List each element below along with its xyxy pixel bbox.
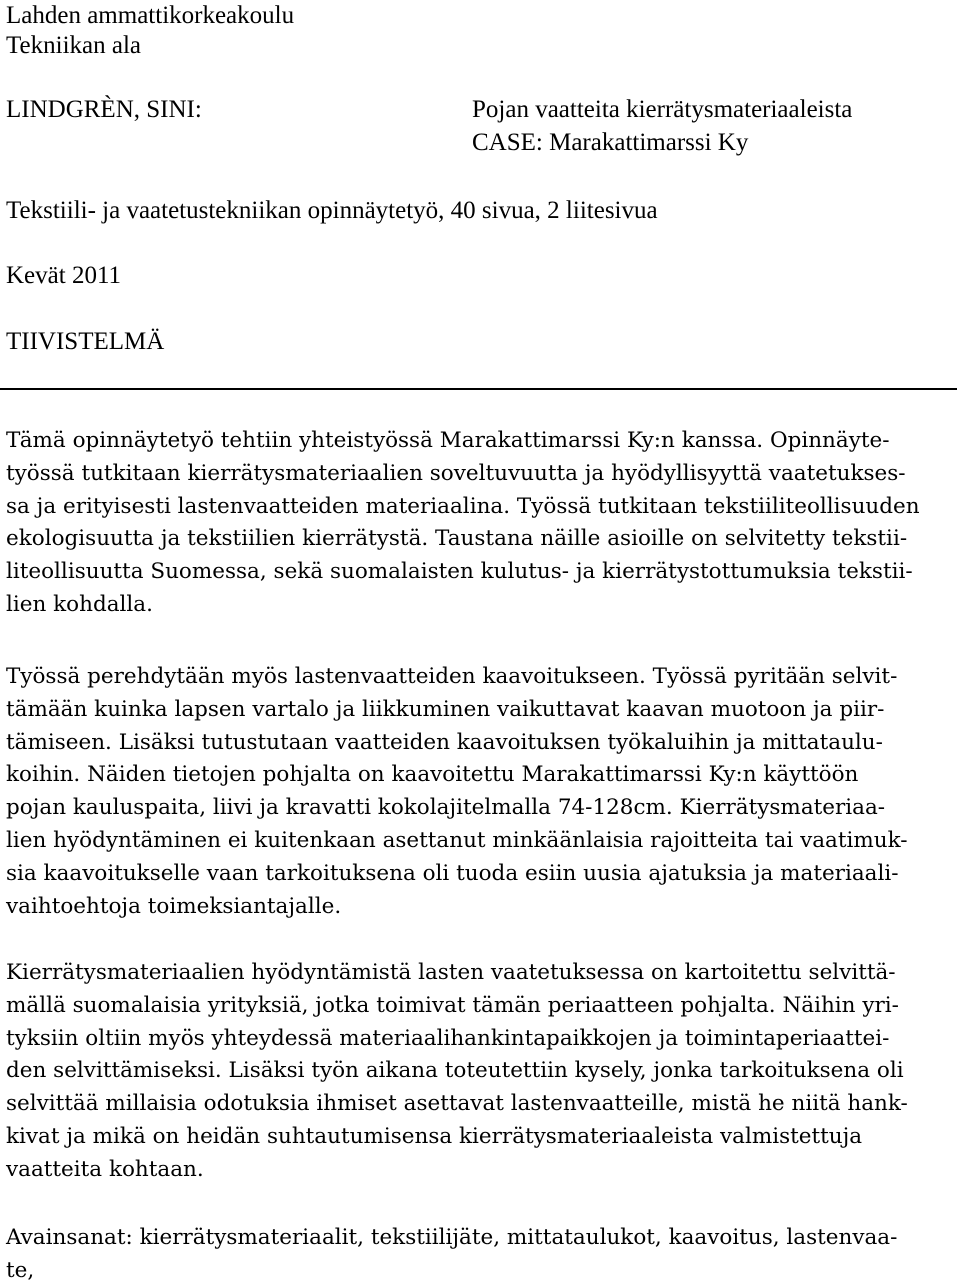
abstract-paragraph-3	[6, 957, 952, 1187]
paragraph-line: sia kaavoitukselle vaan tarkoituksena oli tuoda esiin uusia ajatuksia ja materiaali-	[6, 860, 899, 886]
paragraph-line: vaihtoehtoja toimeksiantajalle.	[6, 893, 342, 919]
paragraph-line: liteollisuutta Suomessa, sekä suomalaisten kulutus- ja kierrätystottumuksia tekstii-	[6, 559, 913, 585]
paragraph-line: tämään kuinka lapsen vartalo ja liikkuminen vaikuttavat kaavan muotoon ja piir-	[6, 696, 885, 722]
paragraph-line: Kierrätysmateriaalien hyödyntämistä lasten vaatetuksessa on kartoitettu selvittä-	[6, 960, 896, 985]
abstract-paragraph-1	[6, 425, 952, 622]
paragraph-line: tämiseen. Lisäksi tutustutaan vaatteiden kaavoituksen työkaluihin ja mittataulu-	[6, 729, 883, 755]
paragraph-line: pojan kauluspaita, liivi ja kravatti kokolajitelmalla 74-128cm. Kierrätysmateriaa-	[6, 795, 886, 821]
paragraph-line: Työssä perehdytään myös lastenvaatteiden kaavoitukseen. Työssä pyritään selvit-	[6, 664, 898, 689]
keywords	[6, 1222, 897, 1288]
paragraph-line: työssä tutkitaan kierrätysmateriaalien soveltuvuutta ja hyödyllisyyttä vaatetukses-	[6, 460, 906, 486]
faculty-name: Tekniikan ala	[6, 32, 141, 59]
abstract-paragraph-2	[6, 661, 952, 923]
paragraph-line: lien hyödyntäminen ei kuitenkaan asettanut minkäänlaisia rajoitteita tai vaatimuk-	[6, 827, 908, 853]
institution-name: Lahden ammattikorkeakoulu	[6, 2, 295, 29]
paragraph-line: tyksiin oltiin myös yhteydessä materiaalihankintapaikkojen ja toimintaperiaattei-	[6, 1025, 890, 1051]
thesis-title-line-1: Pojan vaatteita kierrätysmateriaaleista	[472, 96, 853, 123]
keywords-line-1: Avainsanat: kierrätysmateriaalit, tekstiilijäte, mittataulukot, kaavoitus, lastenvaa-	[6, 1225, 898, 1250]
thesis-title	[472, 94, 852, 159]
paragraph-line: vaatteita kohtaan.	[6, 1156, 204, 1182]
paragraph-line: Tämä opinnäytetyö tehtiin yhteistyössä Marakattimarssi Ky:n kanssa. Opinnäyte-	[6, 428, 890, 453]
keywords-line-2: te,	[6, 1257, 35, 1283]
thesis-title-line-2: CASE: Marakattimarssi Ky	[472, 128, 749, 156]
thesis-date: Kevät 2011	[6, 262, 122, 289]
thesis-meta: Tekstiili- ja vaatetustekniikan opinnäytetyö, 40 sivua, 2 liitesivua	[6, 197, 658, 224]
heading-divider	[0, 388, 957, 390]
thesis-author: LINDGRÈN, SINI:	[6, 96, 202, 123]
paragraph-line: ekologisuutta ja tekstiilien kierrätystä. Taustana näille asioille on selvitetty tekstii-	[6, 526, 908, 552]
abstract-heading: TIIVISTELMÄ	[6, 328, 165, 355]
paragraph-line: sa ja erityisesti lastenvaatteiden materiaalina. Työssä tutkitaan tekstiiliteollisuuden	[6, 493, 920, 519]
paragraph-line: den selvittämiseksi. Lisäksi työn aikana toteutettiin kysely, jonka tarkoituksena oli	[6, 1058, 904, 1084]
paragraph-line: koihin. Näiden tietojen pohjalta on kaavoitettu Marakattimarssi Ky:n käyttöön	[6, 762, 859, 788]
paragraph-line: kivat ja mikä on heidän suhtautumisensa kierrätysmateriaaleista valmistettuja	[6, 1123, 863, 1149]
paragraph-line: mällä suomalaisia yrityksiä, jotka toimivat tämän periaatteen pohjalta. Näihin yri-	[6, 992, 899, 1018]
paragraph-line: selvittää millaisia odotuksia ihmiset asettavat lastenvaatteille, mistä he niitä hank-	[6, 1091, 908, 1117]
paragraph-line: lien kohdalla.	[6, 591, 153, 617]
